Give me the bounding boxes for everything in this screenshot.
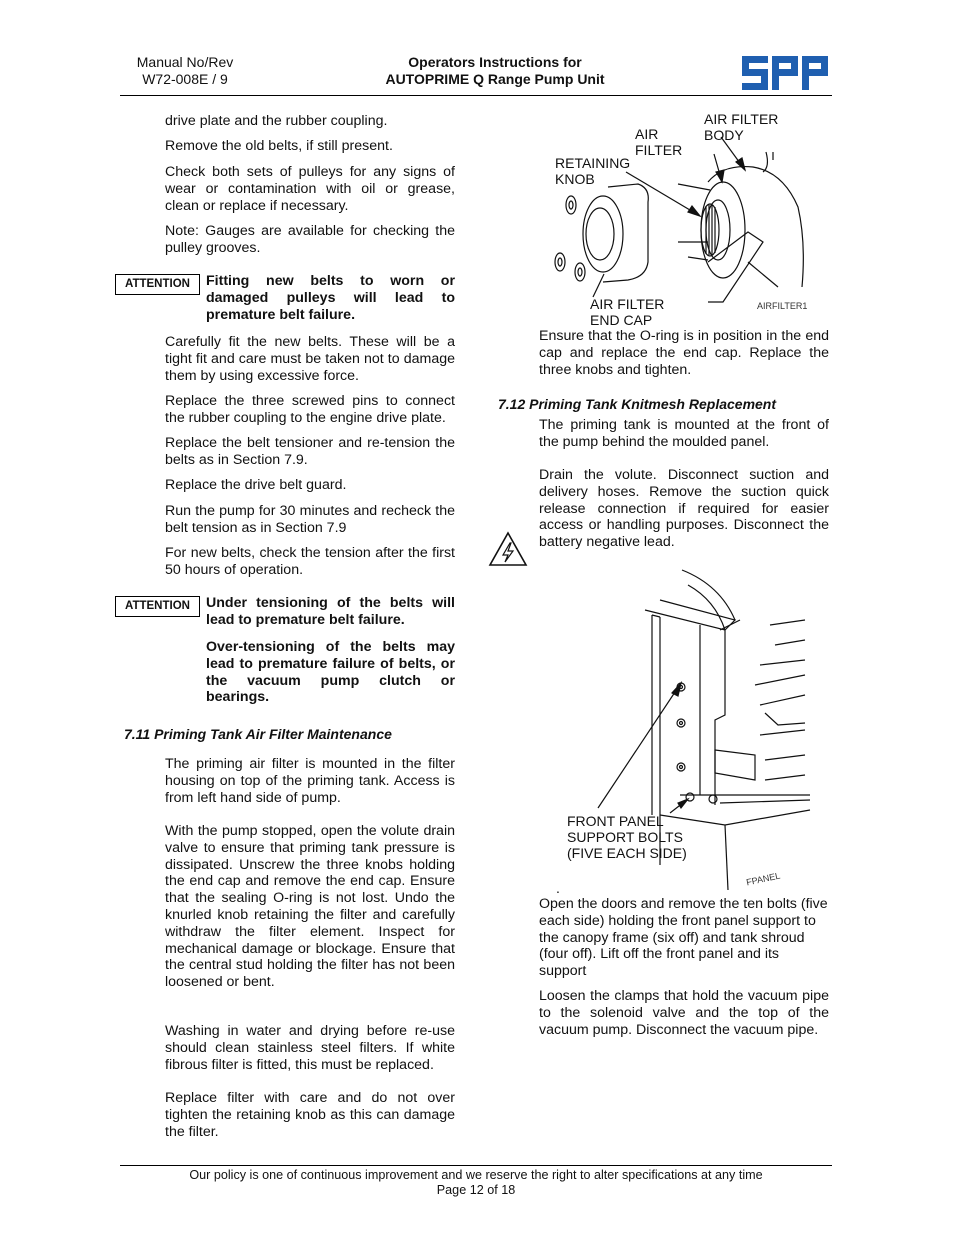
left-p4: Note: Gauges are available for checking the pulley grooves. bbox=[165, 223, 455, 256]
left-p1: drive plate and the rubber coupling. bbox=[165, 113, 388, 129]
spp-logo bbox=[742, 56, 828, 90]
footer-rule bbox=[120, 1165, 832, 1166]
figure-ref-airfilter1: AIRFILTER1 bbox=[757, 301, 808, 311]
title-line-2: AUTOPRIME Q Range Pump Unit bbox=[385, 71, 605, 87]
left-p8: Replace the drive belt guard. bbox=[165, 477, 347, 493]
manual-value: W72-008E / 9 bbox=[142, 71, 228, 87]
attention-text-1: Fitting new belts to worn or damaged pulleys will lead to premature belt failure. bbox=[206, 273, 455, 323]
header-rule bbox=[120, 95, 832, 96]
attention-text-2a: Under tensioning of the belts will lead to premature belt failure. bbox=[206, 595, 455, 628]
left-p7: Replace the belt tensioner and re-tension the belts as in Section 7.9. bbox=[165, 435, 455, 468]
attention-box-2: ATTENTION bbox=[115, 596, 200, 617]
right-p5: Loosen the clamps that hold the vacuum pipe to the solenoid valve and the top of the vacuum pump. Disconnect the vacuum pipe. bbox=[539, 988, 829, 1038]
right-p2: The priming tank is mounted at the front of the pump behind the moulded panel. bbox=[539, 417, 829, 450]
section-heading-7-12: 7.12 Priming Tank Knitmesh Replacement bbox=[498, 396, 777, 412]
right-p4: Open the doors and remove the ten bolts (five each side) holding the front panel support to the canopy frame (six off) and tank shroud (four off). Lift off the front panel and its support bbox=[539, 896, 828, 980]
section-heading-7-11: 7.11 Priming Tank Air Filter Maintenance bbox=[124, 726, 392, 742]
left-p10: For new belts, check the tension after the first 50 hours of operation. bbox=[165, 545, 455, 578]
left-p2: Remove the old belts, if still present. bbox=[165, 138, 393, 154]
document-title bbox=[320, 54, 670, 88]
left-p12: With the pump stopped, open the volute drain valve to ensure that priming tank pressure is dissipated. Unscrew the three knobs holding the end cap and remove the end cap. Ensure that the sealing O-ring is not lost. Undo the knurled knob retaining the filter and carefully withdraw the filter element. Inspect for mechanical damage or blockage. Ensure that the central stud holding the filter has not been loosened or bent. bbox=[165, 823, 455, 991]
label-air-filter-body: AIR FILTER BODY bbox=[704, 111, 779, 143]
title-line-1: Operators Instructions for bbox=[408, 54, 582, 70]
page-number: Page 12 of 18 bbox=[436, 1183, 516, 1197]
left-p5: Carefully fit the new belts. These will be a tight fit and care must be taken not to damage them by using excessive force. bbox=[165, 334, 455, 384]
attention-box-1: ATTENTION bbox=[115, 274, 200, 295]
left-p13: Washing in water and drying before re-use should clean stainless steel filters. If white fibrous filter is fitted, this must be replaced. bbox=[165, 1023, 455, 1073]
left-p3: Check both sets of pulleys for any signs of wear or contamination with oil or grease, clean or replace if necessary. bbox=[165, 164, 455, 214]
left-p14: Replace filter with care and do not over tighten the retaining knob as this can damage the filter. bbox=[165, 1090, 455, 1140]
label-air-filter: AIR FILTER bbox=[635, 126, 683, 158]
figure-dot: . bbox=[556, 880, 560, 896]
manual-label: Manual No/Rev bbox=[136, 54, 234, 70]
manual-info bbox=[120, 54, 250, 88]
left-p6: Replace the three screwed pins to connect the rubber coupling to the engine drive plate. bbox=[165, 393, 455, 426]
right-p1: Ensure that the O-ring is in position in the end cap and replace the end cap. Replace the three knobs and tighten. bbox=[539, 328, 829, 378]
label-retaining-knob: RETAINING KNOB bbox=[555, 155, 631, 187]
left-p9: Run the pump for 30 minutes and recheck the belt tension as in Section 7.9 bbox=[165, 503, 455, 536]
attention-text-2b: Over-tensioning of the belts may lead to premature failure of belts, or the vacuum pump clutch or bearings. bbox=[206, 639, 455, 706]
right-p3: Drain the volute. Disconnect suction and delivery hoses. Remove the suction quick release connection if required for easier access or handling purposes. Disconnect the battery negative lead. bbox=[539, 467, 829, 551]
electrical-hazard-warning-icon bbox=[488, 531, 528, 567]
left-p11: The priming air filter is mounted in the filter housing on top of the priming tank. Access is from left hand side of pump. bbox=[165, 756, 455, 806]
figure-ref-fpanel: FPANEL bbox=[745, 870, 782, 888]
label-front-panel-support-bolts: FRONT PANEL SUPPORT BOLTS (FIVE EACH SIDE) bbox=[567, 813, 687, 861]
label-air-filter-end-cap: AIR FILTER END CAP bbox=[590, 296, 665, 328]
footer-policy: Our policy is one of continuous improvement and we reserve the right to alter specifications at any time bbox=[189, 1168, 763, 1182]
